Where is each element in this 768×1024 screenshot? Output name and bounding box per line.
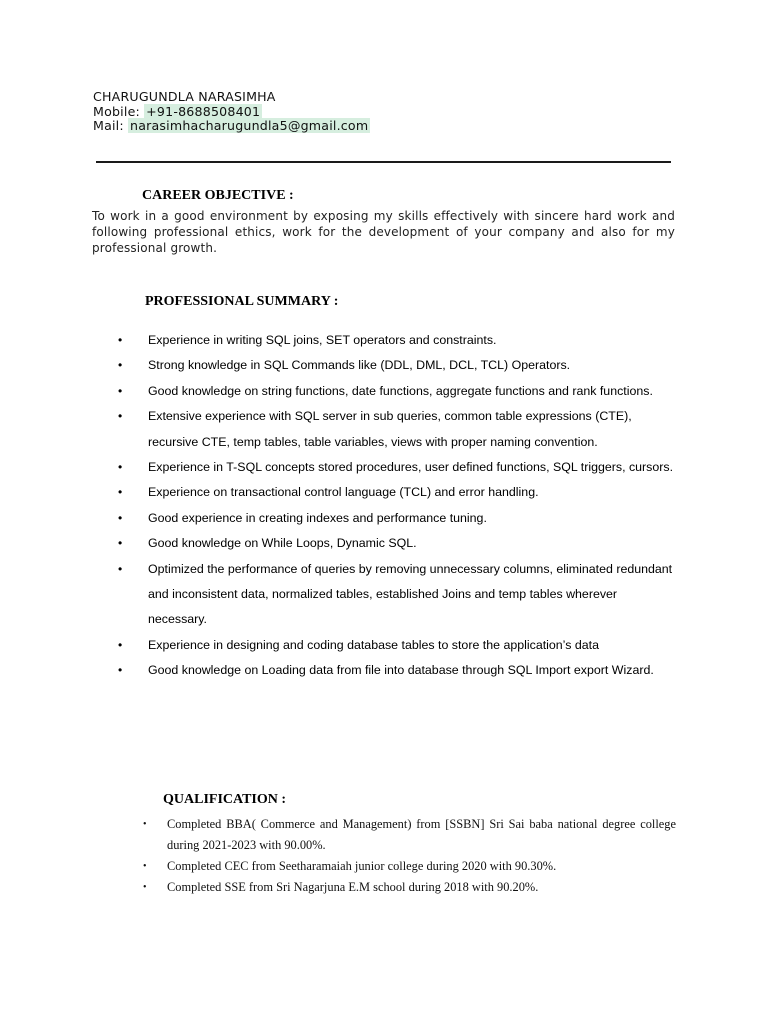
bullet-icon: • xyxy=(118,561,123,576)
summary-item xyxy=(118,506,678,531)
candidate-name: CHARUGUNDLA NARASIMHA xyxy=(93,89,276,104)
summary-item xyxy=(118,480,678,505)
qualification-item xyxy=(140,877,676,898)
bullet-icon: • xyxy=(118,637,123,652)
summary-item-text: Experience in T-SQL concepts stored procedures, user defined functions, SQL triggers, cursors. xyxy=(148,460,674,475)
summary-item-text: Optimized the performance of queries by removing unnecessary columns, eliminated redundant and inconsistent data, normalized tables, established Joins and temp tables wherever necessary. xyxy=(148,561,673,627)
summary-item xyxy=(118,633,678,658)
mobile-label: Mobile: xyxy=(93,103,145,119)
qualification-item xyxy=(140,856,676,877)
bullet-icon: • xyxy=(118,383,123,398)
bullet-icon: • xyxy=(118,536,123,551)
summary-item-text: Experience on transactional control language (TCL) and error handling. xyxy=(148,485,539,500)
bullet-icon: • xyxy=(118,460,123,475)
career-objective-text: To work in a good environment by exposing my skills effectively with sincere hard work and following professional ethics, work for the development of your company and also for my professional growth. xyxy=(92,209,675,255)
qualification-item-text: Completed SSE from Sri Nagarjuna E.M school during 2018 with 90.20%. xyxy=(167,880,539,894)
bullet-icon: • xyxy=(118,663,123,678)
summary-item-text: Good experience in creating indexes and performance tuning. xyxy=(148,510,487,525)
summary-item-text: Strong knowledge in SQL Commands like (DDL, DML, DCL, TCL) Operators. xyxy=(148,358,571,373)
summary-item xyxy=(118,658,678,683)
summary-item-text: Good knowledge on While Loops, Dynamic SQL. xyxy=(148,536,417,551)
qualification-item-text: Completed BBA( Commerce and Management) from [SSBN] Sri Sai baba national degree college during 2021-2023 with 90.00%. xyxy=(167,817,676,852)
mail-line xyxy=(93,119,370,134)
summary-item-text: Experience in writing SQL joins, SET operators and constraints. xyxy=(148,333,497,347)
qualification-item xyxy=(140,814,676,856)
bullet-icon: • xyxy=(118,358,123,373)
email-address: narasimhacharugundla5@gmail.com xyxy=(130,118,369,134)
summary-item xyxy=(118,557,678,633)
bullet-icon: • xyxy=(118,409,123,424)
summary-item-text: Experience in designing and coding database tables to store the application’s data xyxy=(148,637,599,652)
summary-item xyxy=(118,353,678,378)
contact-block xyxy=(93,90,370,134)
summary-item-text: Good knowledge on Loading data from file into database through SQL Import export Wizard. xyxy=(148,663,654,678)
summary-item xyxy=(118,404,678,455)
summary-item xyxy=(118,379,678,404)
mail-label: Mail: xyxy=(93,118,129,134)
professional-summary-heading: PROFESSIONAL SUMMARY : xyxy=(145,294,339,309)
career-objective-heading: CAREER OBJECTIVE : xyxy=(142,188,294,203)
bullet-icon: • xyxy=(143,861,147,872)
bullet-icon: • xyxy=(118,485,123,500)
professional-summary-list xyxy=(118,328,678,684)
qualification-list xyxy=(140,814,676,898)
header-divider xyxy=(96,161,671,163)
summary-item xyxy=(118,531,678,556)
bullet-icon: • xyxy=(143,819,147,830)
bullet-icon: • xyxy=(143,882,147,893)
mobile-number: +91-8688508401 xyxy=(146,103,261,119)
bullet-icon: • xyxy=(118,510,123,525)
mobile-line xyxy=(93,105,370,120)
qualification-item-text: Completed CEC from Seetharamaiah junior college during 2020 with 90.30%. xyxy=(167,859,557,873)
summary-item xyxy=(118,455,678,480)
summary-item xyxy=(118,328,678,353)
summary-item-text: Good knowledge on string functions, date functions, aggregate functions and rank functions. xyxy=(148,383,653,398)
qualification-heading: QUALIFICATION : xyxy=(163,792,287,807)
summary-item-text: Extensive experience with SQL server in sub queries, common table expressions (CTE), recursive CTE, temp tables, table variables, views with proper naming convention. xyxy=(148,409,632,449)
bullet-icon: • xyxy=(118,333,123,347)
